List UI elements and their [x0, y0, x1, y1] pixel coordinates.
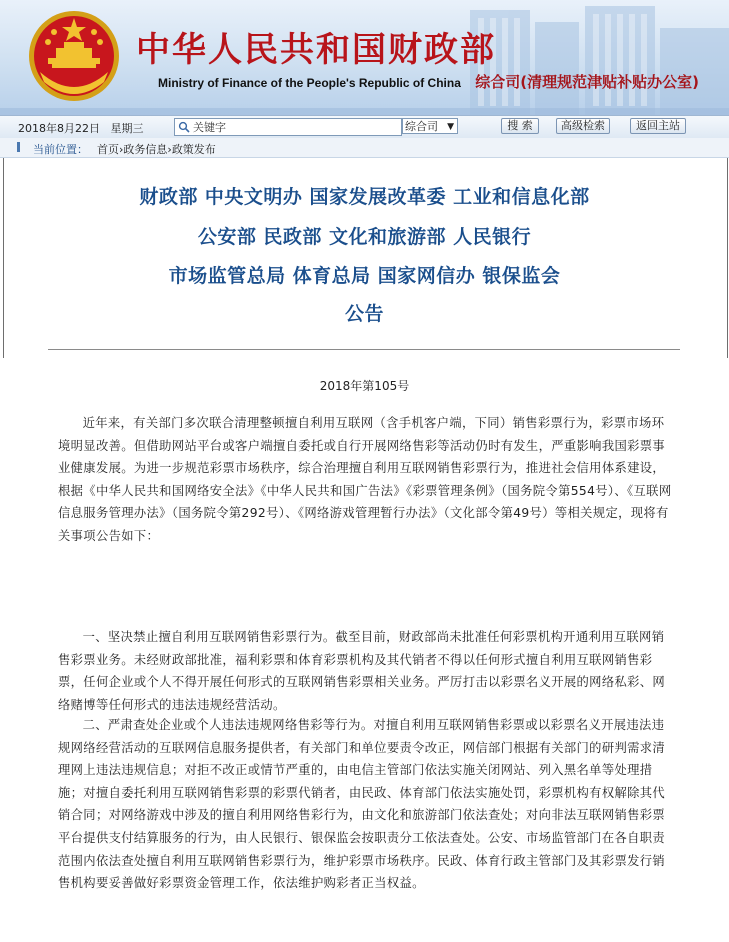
breadcrumb-link-home[interactable]: 首页: [97, 143, 119, 156]
search-scope-value: 综合司: [405, 120, 438, 133]
breadcrumb-label: 当前位置：: [33, 143, 88, 156]
article-paragraph-section-2: 二、严肃查处企业或个人违法违规网络售彩等行为。对擅自利用互联网销售彩票或以彩票名义开展违法违规网络经营活动的互联网信息服务提供者，有关部门和单位要责令改正，网信部门根据有关部门的研判需求清理网上违法违规信息；对拒不改正或情节严重的，由电信主管部门依法实施关闭网站、列入黑名单等处理措施；对擅自委托利用互联网销售彩票的彩票代销者，由民政、体育部门依法实施处罚，彩票机构有权解除其代销合同；对网络游戏中涉及的擅自利用网络售彩行为，由文化和旅游部门依法查处；对向非法互联网销售彩票平台提供支付结算服务的行为，由人民银行、银保监会按职责分工依法查处。公安、市场监管部门在各自职责范围内依法查处擅自利用互联网销售彩票行为，维护彩票市场秩序。民政、体育行政主管部门及其彩票发行销售机构要妥善做好彩票资金管理工作，依法维护购彩者正当权益。: [58, 718, 666, 891]
article-headline-line-1: 财政部 中央文明办 国家发展改革委 工业和信息化部: [139, 186, 590, 208]
breadcrumb-link-government-info[interactable]: 政务信息: [123, 143, 168, 156]
weekday-text: 星期三: [110, 122, 144, 135]
article-paragraph-intro: 近年来，有关部门多次联合清理整顿擅自利用互联网（含手机客户端，下同）销售彩票行为，彩票市场环境明显改善。但借助网站平台或客户端擅自委托或自行开展网络售彩等活动仍时有发生，严重影响我国彩票事业健康发展。为进一步规范彩票市场秩序，综合治理擅自利用互联网销售彩票行为，推进社会信用体系建设，根据《中华人民共和国网络安全法》《中华人民共和国广告法》《彩票管理条例》（国务院令第554号）、《互联网信息服务管理办法》（国务院令第292号）、《网络游戏管理暂行办法》（文化部令第49号）等相关规定，现将有关事项公告如下：: [58, 416, 672, 543]
date-text: 2018年8月22日: [18, 122, 100, 135]
national-emblem-icon: [26, 6, 122, 106]
document-number: 2018年第105号: [319, 379, 410, 393]
search-scope-select[interactable]: [402, 118, 458, 134]
headline-divider: [48, 349, 680, 350]
search-input[interactable]: [193, 119, 393, 135]
site-title-chinese[interactable]: 中华人民共和国财政部: [136, 30, 496, 70]
return-home-button[interactable]: 返回主站: [630, 118, 686, 134]
breadcrumb-path: 首页›政务信息›政策发布: [97, 143, 216, 156]
top-toolbar: [0, 115, 729, 139]
article-paragraph-section-1: 一、坚决禁止擅自利用互联网销售彩票行为。截至目前，财政部尚未批准任何彩票机构开通利用互联网销售彩票业务。未经财政部批准，福利彩票和体育彩票机构及其代销者不得以任何形式擅自利用互联网销售彩票，任何企业或个人不得开展任何形式的互联网销售彩票相关业务。严厉打击以彩票名义开展的网络私彩、网络赌博等任何形式的违法违规经营活动。: [58, 630, 666, 712]
site-banner: [0, 0, 729, 115]
article-headline-line-3: 市场监管总局 体育总局 国家网信办 银保监会: [168, 265, 561, 287]
dropdown-arrow-icon: ▼: [447, 122, 454, 132]
breadcrumb: [0, 138, 729, 158]
search-icon: [178, 121, 190, 133]
site-title-english: Ministry of Finance of the People's Republic of China: [158, 76, 461, 90]
article-headline-line-4: 公告: [344, 303, 384, 325]
department-name: 综合司(清理规范津贴补贴办公室): [475, 73, 699, 91]
breadcrumb-link-policy-release[interactable]: 政策发布: [171, 143, 216, 156]
current-date: [18, 120, 144, 136]
advanced-search-button[interactable]: 高级检索: [556, 118, 610, 134]
breadcrumb-marker-icon: [17, 142, 20, 152]
search-box: [174, 118, 402, 136]
article-headline-line-2: 公安部 民政部 文化和旅游部 人民银行: [197, 226, 532, 248]
search-button[interactable]: 搜 索: [501, 118, 539, 134]
